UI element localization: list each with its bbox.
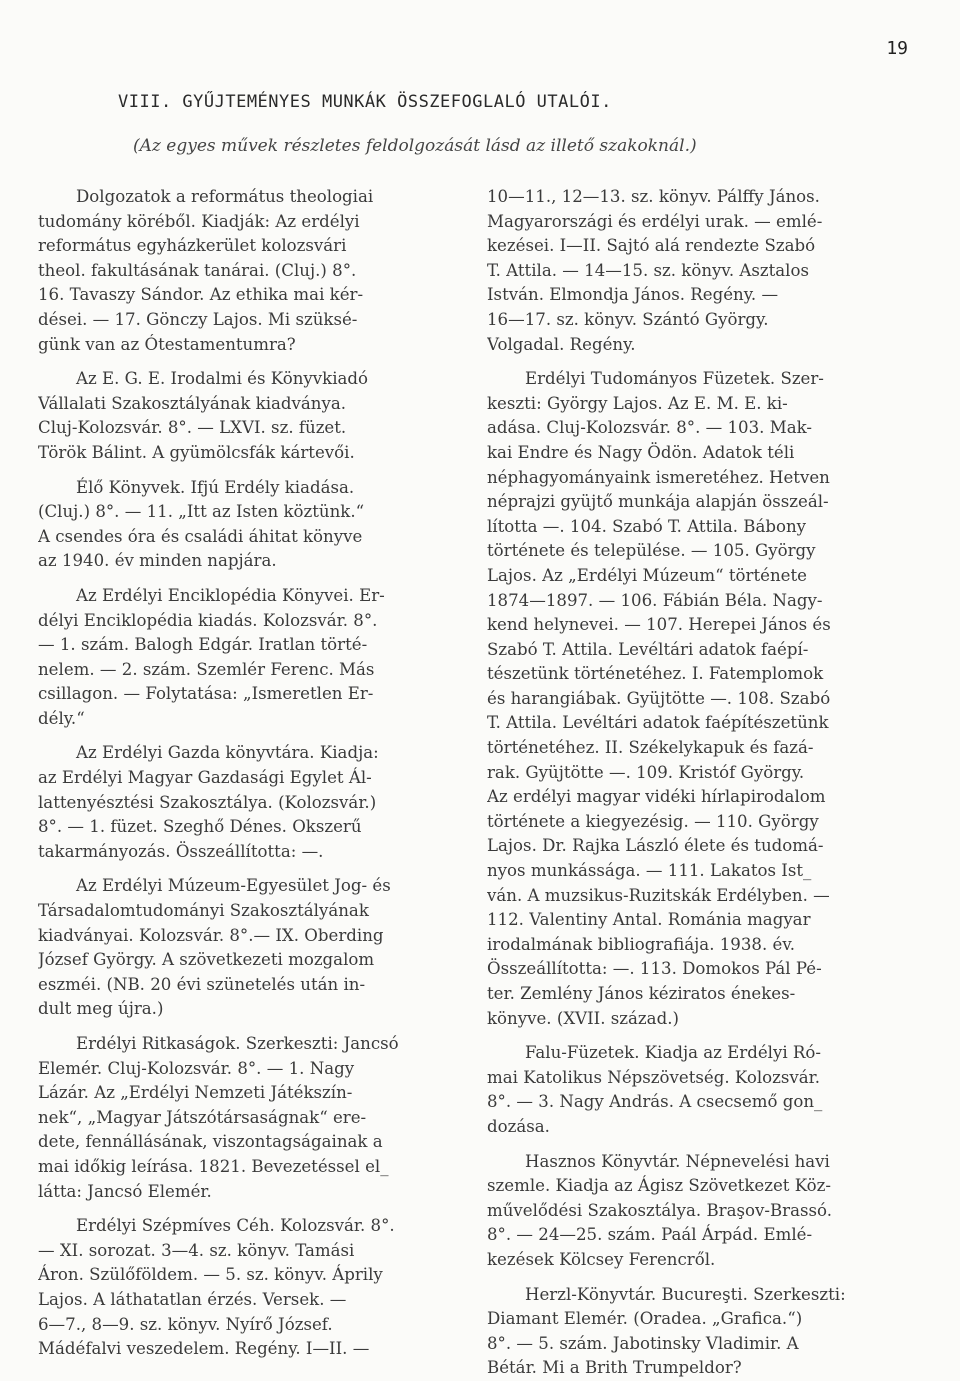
text-line: Áron. Szülőföldem. — 5. sz. könyv. Áprily	[38, 1265, 383, 1285]
text-line: Török Bálint. A gyümölcsfák kártevői.	[38, 442, 355, 462]
text-line: Diamant Elemér. (Oradea. „Grafica.“)	[487, 1309, 803, 1329]
page-number: 19	[886, 38, 908, 59]
text-line: Vállalati Szakosztályának kiadványa.	[38, 393, 347, 413]
entry-gap	[487, 1031, 911, 1041]
text-line: az Erdélyi Magyar Gazdasági Egylet Ál-	[38, 768, 372, 788]
text-line: ter. Zemlény János kéziratos énekes-	[487, 984, 796, 1003]
text-line: lította —. 104. Szabó T. Attila. Bábony	[487, 516, 807, 536]
text-line: Cluj-Kolozsvár. 8°. — LXVI. sz. füzet.	[38, 418, 347, 438]
text-line: Erdélyi Szépmíves Céh. Kolozsvár. 8°.	[76, 1216, 395, 1236]
text-line: Társadalomtudományi Szakosztályának	[38, 901, 369, 921]
text-line: István. Elmondja János. Regény. —	[487, 285, 779, 305]
text-line: Élő Könyvek. Ifjú Erdély kiadása.	[76, 477, 355, 497]
text-line: Erdélyi Ritkaságok. Szerkeszti: Jancsó	[76, 1034, 399, 1053]
entry-gap	[38, 1022, 454, 1032]
text-line: tudomány köréből. Kiadják: Az erdélyi	[38, 211, 360, 231]
text-line: művelődési Szakosztálya. Braşov-Brassó.	[487, 1200, 832, 1220]
text-line: 112. Valentiny Antal. Románia magyar	[487, 910, 811, 930]
text-line: és harangiábak. Gyüjtötte —. 108. Szabó	[487, 688, 831, 708]
entry-gap	[38, 357, 454, 367]
text-line: A csendes óra és családi áhitat könyve	[38, 526, 363, 546]
text-line: dozása.	[487, 1116, 550, 1136]
text-line: adása. Cluj-Kolozsvár. 8°. — 103. Mak-	[487, 418, 812, 438]
text-line: Bétár. Mi a Brith Trumpeldor?	[487, 1358, 742, 1378]
text-line: kend helynevei. — 107. Herepei János és	[487, 615, 831, 635]
text-line: dései. — 17. Gönczy Lajos. Mi szüksé-	[38, 309, 358, 329]
text-line: Lajos. Az „Erdélyi Múzeum“ története	[487, 565, 807, 585]
text-line: József György. A szövetkezeti mozgalom	[38, 950, 375, 970]
text-line: 8°. — 1. füzet. Szeghő Dénes. Okszerű	[38, 817, 362, 837]
text-line: az 1940. év minden napjára.	[38, 551, 277, 571]
text-line: 6—7., 8—9. sz. könyv. Nyírő József.	[38, 1314, 333, 1334]
text-line: Az Erdélyi Gazda könyvtára. Kiadja:	[76, 743, 379, 763]
left-column	[38, 185, 454, 1362]
text-line: 8°. — 3. Nagy András. A csecsemő gon_	[487, 1092, 823, 1112]
text-line: néphagyományaink ismeretéhez. Hetven	[487, 467, 830, 487]
text-line: nelem. — 2. szám. Szemlér Ferenc. Más	[38, 659, 375, 679]
text-line: tészetünk történetéhez. I. Fatemplomok	[487, 664, 824, 684]
text-line: eszméi. (NB. 20 évi szünetelés után in-	[38, 974, 366, 994]
text-line: szemle. Kiadja az Ágisz Szövetkezet Köz-	[487, 1176, 832, 1196]
text-line: Lajos. A láthatatlan érzés. Versek. —	[38, 1289, 347, 1309]
entry-gap	[487, 357, 911, 367]
text-line: kezései. I—II. Sajtó alá rendezte Szabó	[487, 236, 816, 256]
text-line: történetéhez. II. Székelykapuk és fazá-	[487, 738, 814, 758]
text-line: Szabó T. Attila. Levéltári adatok faépí-	[487, 639, 809, 659]
text-line: — 1. szám. Balogh Edgár. Iratlan törté-	[38, 635, 368, 655]
text-line: 16. Tavaszy Sándor. Az ethika mai kér-	[38, 285, 364, 305]
text-line: dult meg újra.)	[38, 999, 164, 1019]
entry-gap	[38, 466, 454, 476]
text-line: 16—17. sz. könyv. Szántó György.	[487, 309, 769, 329]
text-line: günk van az Ótestamentumra?	[38, 334, 296, 354]
text-line: T. Attila. Levéltári adatok faépítészetünk	[487, 713, 829, 733]
text-line: 8°. — 5. szám. Jabotinsky Vladimir. A	[487, 1333, 799, 1353]
entry-gap	[487, 1273, 911, 1283]
text-line: kai Endre és Nagy Ödön. Adatok téli	[487, 442, 795, 462]
text-line: Összeállította: —. 113. Domokos Pál Pé-	[487, 959, 822, 979]
text-line: Hasznos Könyvtár. Népnevelési havi	[525, 1151, 830, 1171]
text-line: Herzl-Könyvtár. Bucureşti. Szerkeszti:	[525, 1284, 846, 1304]
text-line: délyi Enciklopédia kiadás. Kolozsvár. 8°.	[38, 610, 378, 630]
text-line: T. Attila. — 14—15. sz. könyv. Asztalos	[487, 260, 809, 280]
text-line: Elemér. Cluj-Kolozsvár. 8°. — 1. Nagy	[38, 1058, 355, 1078]
text-line: Lázár. Az „Erdélyi Nemzeti Játékszín-	[38, 1083, 353, 1103]
text-line: története a kiegyezésig. — 110. György	[487, 811, 819, 831]
text-line: Az E. G. E. Irodalmi és Könyvkiadó	[76, 369, 369, 389]
text-line: Az Erdélyi Múzeum-Egyesület Jog- és	[76, 876, 391, 896]
entry-gap	[487, 1140, 911, 1150]
section-heading: VIII. GYŰJTEMÉNYES MUNKÁK ÖSSZEFOGLALÓ UTALÓI.	[118, 92, 612, 112]
text-line: látta: Jancsó Elemér.	[38, 1181, 212, 1201]
text-line: Magyarországi és erdélyi urak. — emlé-	[487, 211, 823, 231]
text-line: — XI. sorozat. 3—4. sz. könyv. Tamási	[38, 1240, 355, 1260]
text-line: csillagon. — Folytatása: „Ismeretlen Er-	[38, 684, 374, 704]
text-line: 10—11., 12—13. sz. könyv. Pálffy János.	[487, 187, 820, 206]
text-line: Dolgozatok a református theologiai	[76, 187, 374, 206]
text-line: takarmányozás. Összeállította: —.	[38, 841, 324, 861]
entry-gap	[38, 574, 454, 584]
text-line: dete, fennállásának, viszontagságainak a	[38, 1132, 383, 1152]
text-line: 8°. — 24—25. szám. Paál Árpád. Emlé-	[487, 1225, 813, 1245]
text-line: dély.“	[38, 708, 85, 728]
text-line: lattenyésztési Szakosztálya. (Kolozsvár.)	[38, 792, 377, 812]
text-line: Falu-Füzetek. Kiadja az Erdélyi Ró-	[525, 1043, 822, 1063]
text-line: kiadványai. Kolozsvár. 8°.— IX. Oberding	[38, 925, 384, 945]
text-line: nek“, „Magyar Játszótársaságnak“ ere-	[38, 1107, 367, 1127]
text-line: Az erdélyi magyar vidéki hírlapirodalom	[487, 787, 826, 807]
text-line: mai Katolikus Népszövetség. Kolozsvár.	[487, 1067, 821, 1087]
text-line: református egyházkerület kolozsvári	[38, 236, 347, 256]
text-line: irodalmának bibliografiája. 1938. év.	[487, 934, 796, 954]
text-line: Mádéfalvi veszedelem. Regény. I—II. —	[38, 1339, 370, 1359]
text-line: Az Erdélyi Enciklopédia Könyvei. Er-	[76, 585, 385, 605]
text-line: ván. A muzsikus-Ruzitskák Erdélyben. —	[487, 885, 830, 905]
text-line: könyve. (XVII. század.)	[487, 1008, 679, 1028]
text-line: 1874—1897. — 106. Fábián Béla. Nagy-	[487, 590, 823, 610]
entry-gap	[38, 731, 454, 741]
text-line: (Cluj.) 8°. — 11. „Itt az Isten köztünk.“	[38, 502, 365, 522]
text-line: keszti: György Lajos. Az E. M. E. ki-	[487, 393, 788, 413]
section-subtitle: (Az egyes művek részletes feldolgozását lásd az illető szakoknál.)	[133, 136, 697, 156]
text-line: kezések Kölcsey Ferencről.	[487, 1249, 716, 1269]
right-column	[487, 185, 911, 1381]
text-line: néprajzi gyüjtő munkája alapján összeál-	[487, 492, 829, 512]
text-line: nyos munkássága. — 111. Lakatos Ist_	[487, 861, 812, 881]
text-line: theol. fakultásának tanárai. (Cluj.) 8°.	[38, 260, 357, 280]
text-line: Lajos. Dr. Rajka László élete és tudomá-	[487, 836, 824, 856]
text-line: mai időkig leírása. 1821. Bevezetéssel el_	[38, 1156, 389, 1176]
text-line: rak. Gyüjtötte —. 109. Kristóf György.	[487, 762, 805, 782]
entry-gap	[38, 864, 454, 874]
text-line: története és települése. — 105. György	[487, 541, 816, 561]
text-line: Volgadal. Regény.	[487, 334, 636, 354]
text-line: Erdélyi Tudományos Füzetek. Szer-	[525, 369, 824, 389]
entry-gap	[38, 1204, 454, 1214]
